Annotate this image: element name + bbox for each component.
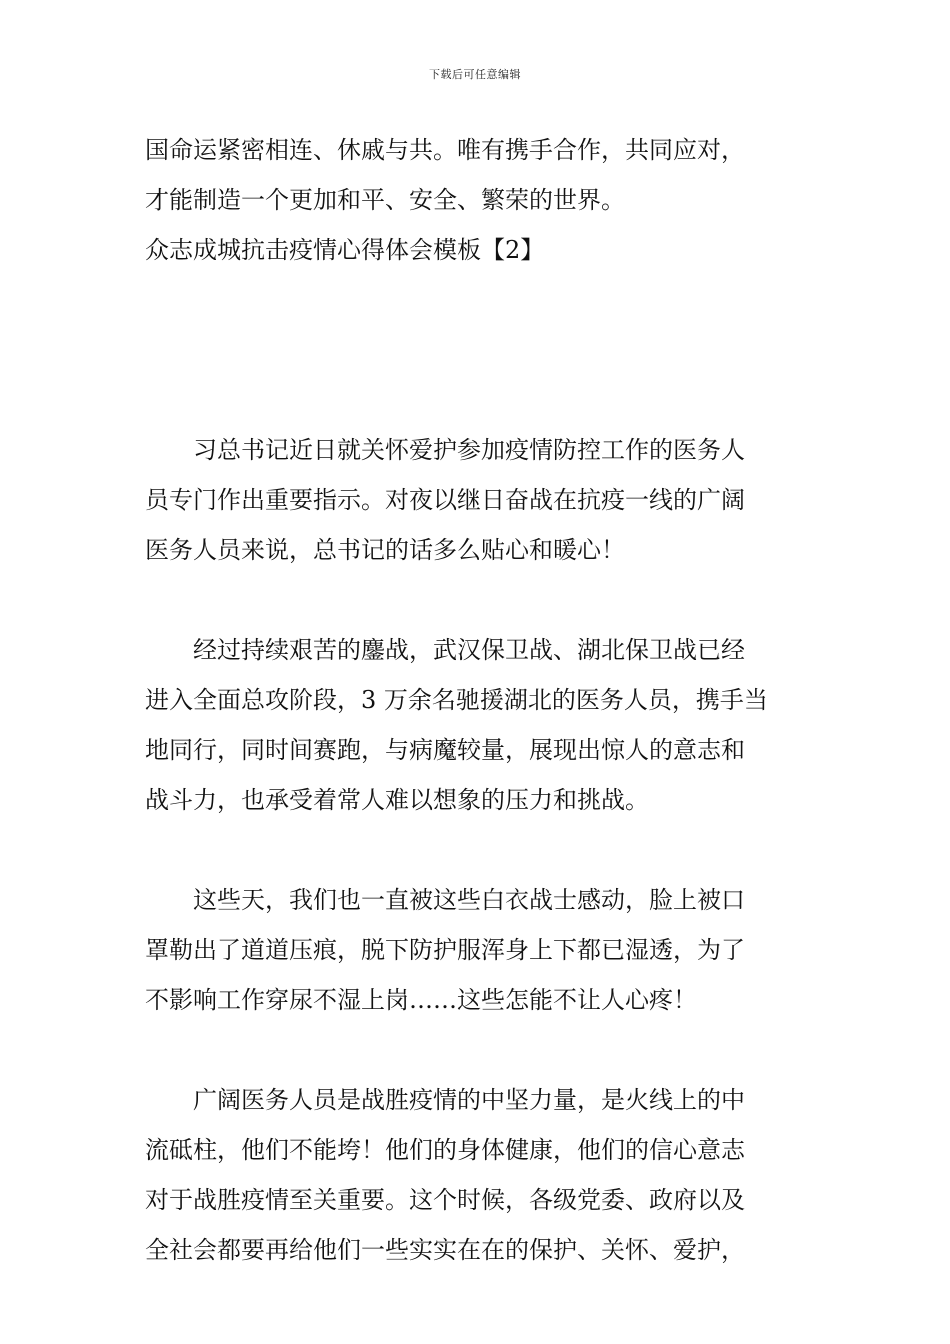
text-line: 战斗力，也承受着常人难以想象的压力和挑战。 xyxy=(145,786,649,814)
text-line: 流砥柱，他们不能垮！他们的身体健康，他们的信心意志 xyxy=(145,1136,745,1164)
text-line: 全社会都要再给他们一些实实在在的保护、关怀、爱护， xyxy=(145,1236,745,1264)
paragraph-spacer xyxy=(145,825,810,875)
text-line: 罩勒出了道道压痕，脱下防护服浑身上下都已湿透，为了 xyxy=(145,936,745,964)
text-line: 才能制造一个更加和平、安全、繁荣的世界。 xyxy=(145,186,625,214)
text-line: 习总书记近日就关怀爱护参加疫情防控工作的医务人 xyxy=(145,436,745,464)
text-line: 不影响工作穿尿不湿上岗……这些怎能不让人心疼！ xyxy=(145,986,697,1014)
text-line: 医务人员来说，总书记的话多么贴心和暖心！ xyxy=(145,536,625,564)
document-body xyxy=(145,125,810,1275)
text-line: 广阔医务人员是战胜疫情的中坚力量，是火线上的中 xyxy=(145,1086,745,1114)
paragraph-spacer xyxy=(145,1025,810,1075)
paragraph-4 xyxy=(145,1075,810,1275)
section-title: 众志成城抗击疫情心得体会模板【2】 xyxy=(145,236,545,264)
text-line: 经过持续艰苦的鏖战，武汉保卫战、湖北保卫战已经 xyxy=(145,636,745,664)
text-line: 这些天，我们也一直被这些白衣战士感动，脸上被口 xyxy=(145,886,745,914)
text-line: 国命运紧密相连、休戚与共。唯有携手合作，共同应对， xyxy=(145,136,745,164)
text-line: 对于战胜疫情至关重要。这个时候，各级党委、政府以及 xyxy=(145,1186,745,1214)
page-header: 下载后可任意编辑 xyxy=(429,68,521,81)
paragraph-3 xyxy=(145,875,810,1025)
text-line: 地同行，同时间赛跑，与病魔较量，展现出惊人的意志和 xyxy=(145,736,745,764)
section-spacer xyxy=(145,275,810,425)
paragraph-spacer xyxy=(145,575,810,625)
opening-paragraph xyxy=(145,125,810,225)
paragraph-1 xyxy=(145,425,810,575)
paragraph-2 xyxy=(145,625,810,825)
text-line: 员专门作出重要指示。对夜以继日奋战在抗疫一线的广阔 xyxy=(145,486,745,514)
text-line: 进入全面总攻阶段，3 万余名驰援湖北的医务人员，携手当 xyxy=(145,686,768,714)
